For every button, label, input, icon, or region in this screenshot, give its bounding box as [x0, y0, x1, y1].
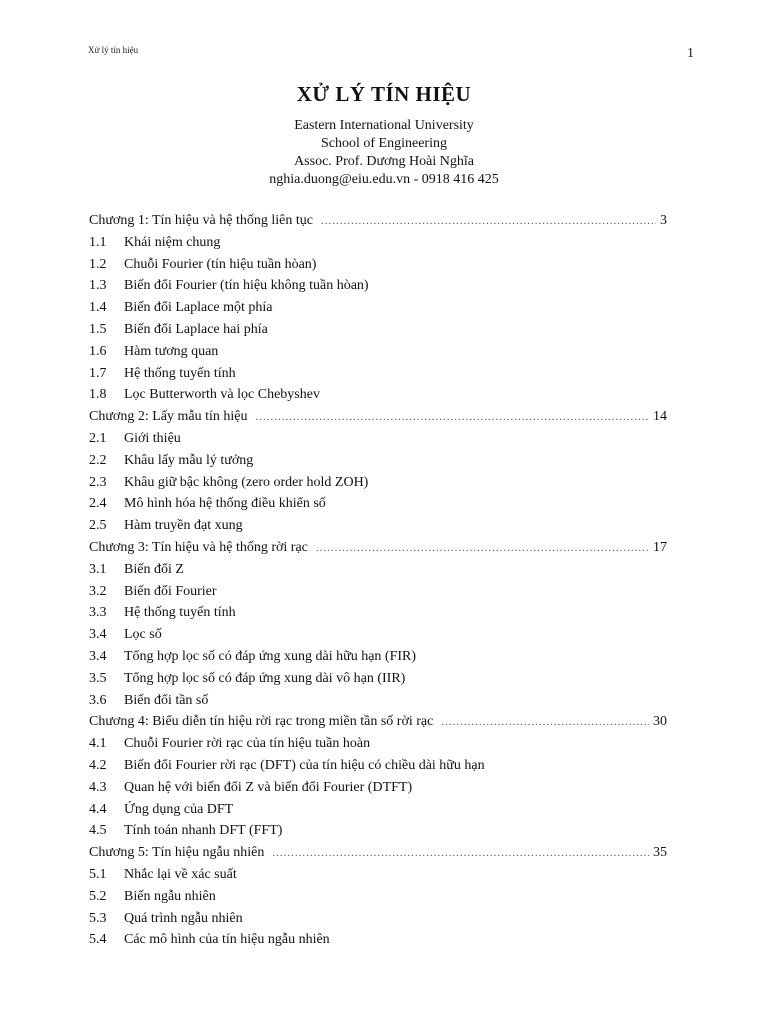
table-of-contents [89, 210, 667, 951]
dot-leader [321, 211, 656, 233]
section-title: Giới thiệu [124, 430, 181, 446]
section-title: Tổng hợp lọc số có đáp ứng xung dài vô hạn (IIR) [124, 670, 406, 686]
toc-section-entry [89, 668, 667, 690]
section-title: Hệ thống tuyến tính [124, 605, 236, 621]
toc-section-entry [89, 886, 667, 908]
section-number: 3.1 [89, 561, 107, 577]
toc-section-entry [89, 254, 667, 276]
toc-section-entry [89, 624, 667, 646]
section-title: Tính toán nhanh DFT (FFT) [124, 823, 283, 839]
toc-section-entry [89, 690, 667, 712]
section-title: Chuỗi Fourier rời rạc của tín hiệu tuần hoàn [124, 736, 371, 752]
toc-section-entry [89, 733, 667, 755]
title-block [0, 82, 768, 189]
toc-section-entry [89, 319, 667, 341]
toc-section-entry [89, 755, 667, 777]
section-title: Quá trình ngẫu nhiên [124, 910, 243, 926]
toc-section-entry [89, 472, 667, 494]
section-number: 4.1 [89, 736, 107, 752]
chapter-page-number: 14 [653, 409, 667, 425]
section-number: 1.3 [89, 278, 107, 294]
toc-section-entry [89, 275, 667, 297]
chapter-page-number: 30 [653, 714, 667, 730]
dot-leader [316, 538, 649, 560]
toc-section-entry [89, 297, 667, 319]
toc-chapter-entry [89, 711, 667, 733]
section-number: 1.6 [89, 343, 107, 359]
chapter-title: Chương 2: Lấy mẫu tín hiệu [89, 409, 248, 425]
running-header: Xử lý tín hiệu [88, 45, 139, 55]
section-title: Chuỗi Fourier (tín hiệu tuần hòan) [124, 256, 317, 272]
toc-section-entry [89, 384, 667, 406]
toc-section-entry [89, 929, 667, 951]
toc-section-entry [89, 450, 667, 472]
section-number: 5.3 [89, 910, 107, 926]
toc-section-entry [89, 428, 667, 450]
chapter-title: Chương 5: Tín hiệu ngẫu nhiên [89, 845, 265, 861]
author-name: Assoc. Prof. Dương Hoài Nghĩa [294, 154, 474, 169]
page-number: 1 [687, 46, 694, 61]
toc-chapter-entry [89, 406, 667, 428]
school-name: School of Engineering [321, 136, 447, 151]
university-name: Eastern International University [294, 118, 474, 133]
section-number: 3.4 [89, 648, 107, 664]
dot-leader [272, 843, 649, 865]
section-title: Ứng dụng của DFT [124, 801, 234, 817]
section-number: 3.3 [89, 605, 107, 621]
section-title: Quan hệ với biến đổi Z và biến đổi Fourier (DTFT) [124, 779, 413, 795]
section-number: 4.2 [89, 757, 107, 773]
section-title: Biến đổi Fourier (tín hiệu không tuần hòan) [124, 278, 369, 294]
section-title: Khâu giữ bậc không (zero order hold ZOH) [124, 474, 369, 490]
section-number: 5.2 [89, 888, 107, 904]
section-title: Hàm truyền đạt xung [124, 518, 243, 534]
section-title: Mô hình hóa hệ thống điều khiển số [124, 496, 326, 512]
section-number: 5.1 [89, 866, 107, 882]
section-title: Lọc Butterworth và lọc Chebyshev [124, 387, 320, 403]
section-number: 2.1 [89, 430, 107, 446]
toc-section-entry [89, 559, 667, 581]
section-title: Hệ thống tuyến tính [124, 365, 236, 381]
section-number: 2.2 [89, 452, 107, 468]
section-number: 4.5 [89, 823, 107, 839]
section-number: 1.7 [89, 365, 107, 381]
toc-section-entry [89, 646, 667, 668]
section-title: Biến đổi Fourier rời rạc (DFT) của tín hiệu có chiều dài hữu hạn [124, 757, 485, 773]
toc-section-entry [89, 581, 667, 603]
section-title: Biến đổi tần số [124, 692, 209, 708]
section-title: Khâu lấy mẫu lý tưởng [124, 452, 254, 468]
section-number: 1.8 [89, 387, 107, 403]
section-title: Các mô hình của tín hiệu ngẫu nhiên [124, 932, 330, 948]
section-number: 5.4 [89, 932, 107, 948]
toc-section-entry [89, 363, 667, 385]
toc-chapter-entry [89, 842, 667, 864]
section-number: 3.5 [89, 670, 107, 686]
section-title: Biến đổi Laplace một phía [124, 300, 273, 316]
toc-section-entry [89, 602, 667, 624]
section-title: Biến ngẫu nhiên [124, 888, 216, 904]
section-title: Khái niệm chung [124, 234, 221, 250]
toc-section-entry [89, 799, 667, 821]
section-number: 2.3 [89, 474, 107, 490]
section-title: Hàm tương quan [124, 343, 219, 359]
toc-section-entry [89, 864, 667, 886]
author-contact: nghia.duong@eiu.edu.vn - 0918 416 425 [269, 172, 499, 187]
section-title: Tổng hợp lọc số có đáp ứng xung dài hữu hạn (FIR) [124, 648, 417, 664]
chapter-page-number: 17 [653, 539, 667, 555]
section-number: 1.5 [89, 321, 107, 337]
section-number: 4.3 [89, 779, 107, 795]
section-number: 1.1 [89, 234, 107, 250]
toc-section-entry [89, 232, 667, 254]
dot-leader [441, 712, 649, 734]
section-title: Lọc số [124, 627, 162, 643]
section-title: Biến đổi Laplace hai phía [124, 321, 268, 337]
section-number: 3.4 [89, 627, 107, 643]
toc-section-entry [89, 908, 667, 930]
toc-section-entry [89, 820, 667, 842]
dot-leader [255, 407, 649, 429]
section-title: Biến đổi Fourier [124, 583, 217, 599]
section-number: 3.2 [89, 583, 107, 599]
section-number: 4.4 [89, 801, 107, 817]
section-number: 1.2 [89, 256, 107, 272]
chapter-title: Chương 3: Tín hiệu và hệ thống rời rạc [89, 539, 308, 555]
document-title: XỬ LÝ TÍN HIỆU [296, 82, 472, 106]
toc-section-entry [89, 777, 667, 799]
section-title: Biến đổi Z [124, 561, 184, 577]
toc-section-entry [89, 341, 667, 363]
chapter-title: Chương 4: Biểu diễn tín hiệu rời rạc trong miền tần số rời rạc [89, 714, 434, 730]
chapter-page-number: 3 [660, 213, 667, 228]
section-number: 2.4 [89, 496, 107, 512]
chapter-page-number: 35 [653, 845, 667, 861]
section-number: 2.5 [89, 518, 107, 534]
section-title: Nhắc lại về xác suất [124, 866, 237, 882]
section-number: 1.4 [89, 300, 107, 316]
toc-chapter-entry [89, 537, 667, 559]
section-number: 3.6 [89, 692, 107, 708]
toc-chapter-entry [89, 210, 667, 232]
chapter-title: Chương 1: Tín hiệu và hệ thống liên tục [89, 213, 313, 228]
toc-section-entry [89, 515, 667, 537]
toc-section-entry [89, 493, 667, 515]
